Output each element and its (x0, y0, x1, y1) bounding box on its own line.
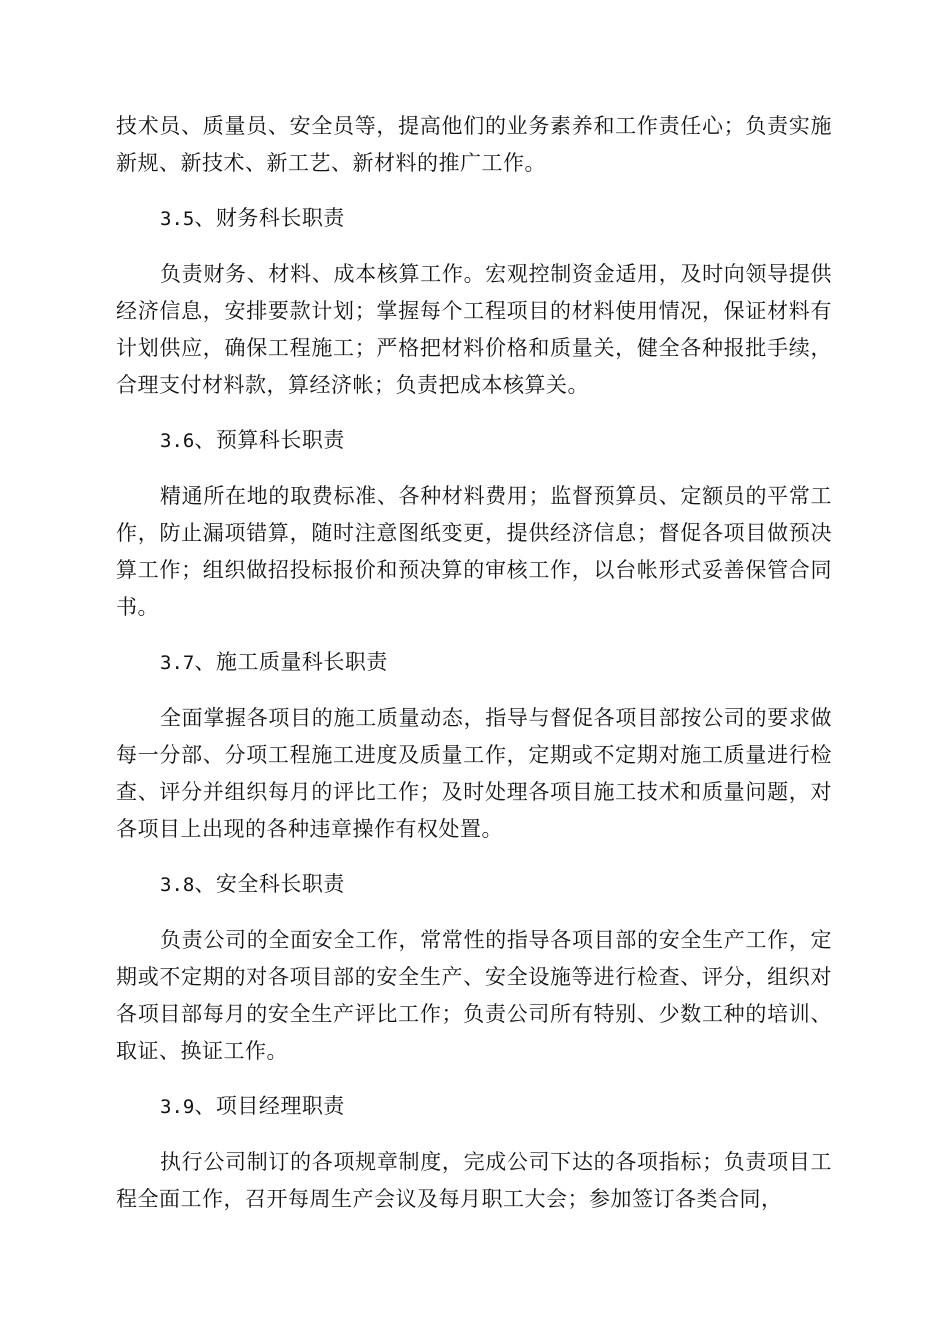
document-body (116, 108, 832, 1236)
section-body-3-9: 执行公司制订的各项规章制度，完成公司下达的各项指标；负责项目工程全面工作，召开每周生产会议及每月职工大会；参加签订各类合同， (116, 1150, 832, 1211)
intro-paragraph: 技术员、质量员、安全员等，提高他们的业务素养和工作责任心；负责实施新规、新技术、新工艺、新材料的推广工作。 (116, 114, 832, 175)
section-title: 、安全科长职责 (194, 872, 345, 896)
section-heading-3-9 (116, 1088, 832, 1126)
section-number: 3.8 (160, 874, 195, 896)
section-title: 、项目经理职责 (194, 1094, 345, 1118)
section-number: 3.7 (160, 652, 195, 674)
section-body-3-7: 全面掌握各项目的施工质量动态，指导与督促各项目部按公司的要求做每一分部、分项工程施工进度及质量工作，定期或不定期对施工质量进行检查、评分并组织每月的评比工作；及时处理各项目施工技术和质量问题，对各项目上出现的各种违章操作有权处置。 (116, 706, 832, 841)
section-heading-3-5 (116, 200, 832, 238)
section-title: 、施工质量科长职责 (194, 650, 388, 674)
section-number: 3.5 (160, 208, 195, 230)
section-title: 、财务科长职责 (194, 206, 345, 230)
section-heading-3-6 (116, 422, 832, 460)
section-heading-3-8 (116, 866, 832, 904)
section-body-3-5: 负责财务、材料、成本核算工作。宏观控制资金适用，及时向领导提供经济信息，安排要款计划；掌握每个工程项目的材料使用情况，保证材料有计划供应，确保工程施工；严格把材料价格和质量关，健全各种报批手续，合理支付材料款，算经济帐；负责把成本核算关。 (116, 262, 832, 397)
section-title: 、预算科长职责 (194, 428, 345, 452)
section-number: 3.9 (160, 1096, 195, 1118)
section-number: 3.6 (160, 430, 195, 452)
section-body-3-6: 精通所在地的取费标准、各种材料费用；监督预算员、定额员的平常工作，防止漏项错算，随时注意图纸变更，提供经济信息；督促各项目做预决算工作；组织做招投标报价和预决算的审核工作，以台帐形式妥善保管合同书。 (116, 484, 832, 619)
section-heading-3-7 (116, 644, 832, 682)
section-body-3-8: 负责公司的全面安全工作，常常性的指导各项目部的安全生产工作，定期或不定期的对各项目部的安全生产、安全设施等进行检查、评分，组织对各项目部每月的安全生产评比工作；负责公司所有特别、少数工种的培训、取证、换证工作。 (116, 928, 832, 1063)
